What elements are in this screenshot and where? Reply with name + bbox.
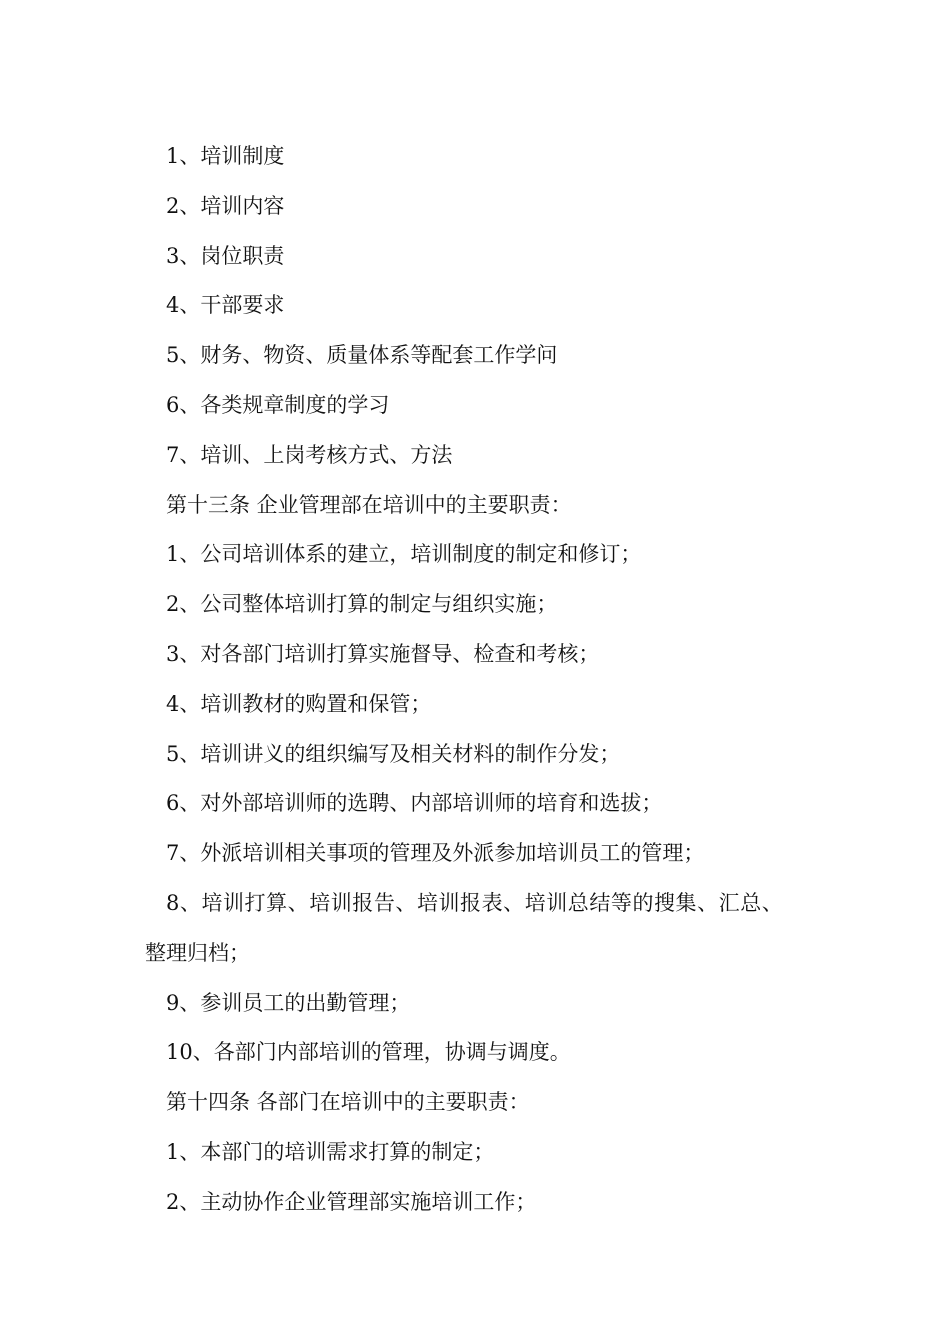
paragraph-item-3-job-duties: 3、岗位职责 (166, 243, 285, 268)
article-13-item-3: 3、对各部门培训打算实施督导、检查和考核； (166, 641, 600, 666)
article-13-item-5: 5、培训讲义的组织编写及相关材料的制作分发； (166, 741, 621, 766)
article-13-item-8: 8、培训打算、培训报告、培训报表、培训总结等的搜集、汇总、 (166, 890, 784, 915)
document-body (145, 132, 825, 1228)
article-13-item-4: 4、培训教材的购置和保管； (166, 691, 432, 716)
article-13-item-7: 7、外派培训相关事项的管理及外派参加培训员工的管理； (166, 841, 705, 866)
article-13-item-10: 10、各部门内部培训的管理，协调与调度。 (166, 1040, 571, 1065)
article-13-item-6: 6、对外部培训师的选聘、内部培训师的培育和选拔； (166, 791, 663, 816)
article-14-item-2: 2、主动协作企业管理部实施培训工作； (166, 1189, 537, 1214)
paragraph-item-5-support-knowledge: 5、财务、物资、质量体系等配套工作学问 (166, 343, 558, 368)
article-13-item-2: 2、公司整体培训打算的制定与组织实施； (166, 592, 558, 617)
article-14-item-1: 1、本部门的培训需求打算的制定； (166, 1139, 495, 1164)
paragraph-item-4-cadre-requirements: 4、干部要求 (166, 293, 285, 318)
article-13-item-9: 9、参训员工的出勤管理； (166, 990, 411, 1015)
paragraph-item-2-training-content: 2、培训内容 (166, 193, 285, 218)
paragraph-item-7-assessment-methods: 7、培训、上岗考核方式、方法 (166, 442, 453, 467)
article-13-heading: 第十三条 企业管理部在培训中的主要职责： (166, 492, 572, 517)
article-14-heading: 第十四条 各部门在培训中的主要职责： (166, 1090, 530, 1115)
paragraph-item-1-training-system: 1、培训制度 (166, 144, 285, 168)
paragraph-item-6-rules-study: 6、各类规章制度的学习 (166, 392, 390, 417)
article-13-item-8-continued: 整理归档； (145, 940, 250, 965)
article-13-item-1: 1、公司培训体系的建立，培训制度的制定和修订； (166, 542, 642, 567)
